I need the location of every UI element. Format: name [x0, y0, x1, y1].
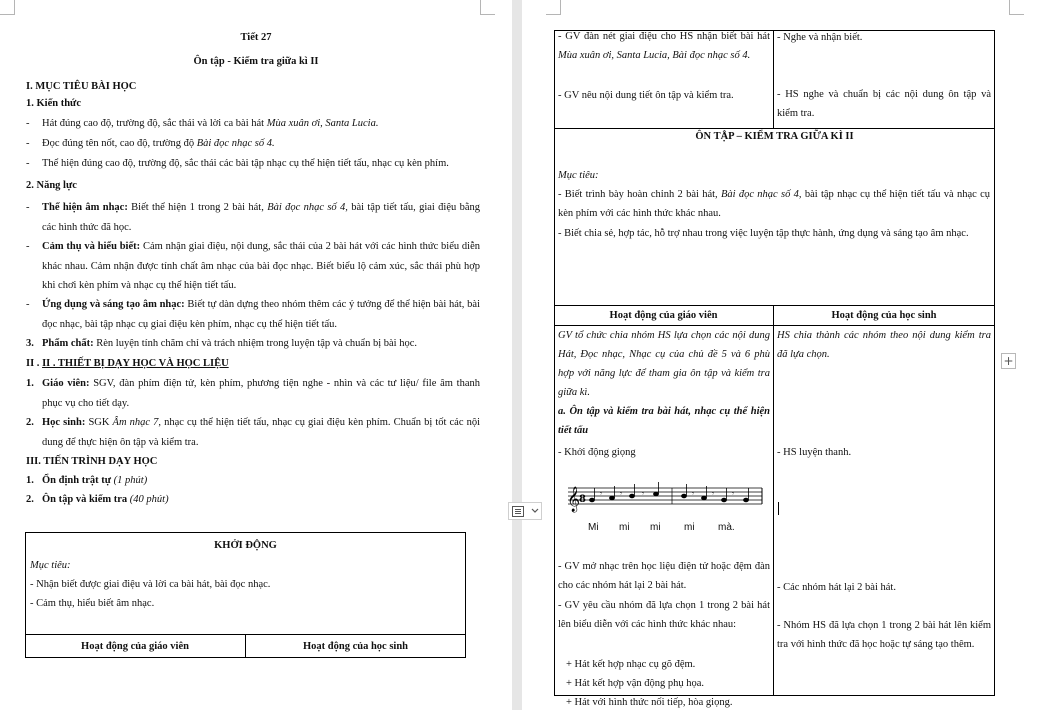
heading-equipment: II . II . THIẾT BỊ DẠY HỌC VÀ HỌC LIỆU [26, 358, 229, 369]
teacher-activity-4: - GV mở nhạc trên học liệu điện tử hoặc đệm đàn cho các nhóm hát lại 2 bài hát. [558, 561, 770, 591]
bullet-dash: - [26, 138, 30, 149]
teacher-activity-3: GV tổ chức chia nhóm HS lựa chọn các nội dung Hát, Đọc nhạc, Nhạc cụ của chủ đề 5 và 6 phù hợp với năng lực để tham gia ôn tập và kiểm tra giữa kì. [558, 330, 770, 398]
svg-text:𝄾: 𝄾 [692, 490, 694, 498]
bullet-dash: - [26, 202, 30, 213]
bullet-dash: - [26, 158, 30, 169]
knowledge-item-3: Thể hiện đúng cao độ, trường độ, sắc thái các bài tập nhạc cụ thể hiện tiết tấu, nhạc cụ kèn phím. [42, 158, 449, 169]
crop-mark [1009, 0, 1024, 15]
text-cursor [778, 502, 779, 515]
review-goal-1: - Biết trình bày hoàn chỉnh 2 bài hát, Bài đọc nhạc số 4, bài tập nhạc cụ thể hiện tiết tấu và nhạc cụ kèn phím với các hình thức khác nhau. [558, 189, 990, 219]
teacher-activity-1: - GV đàn nét giai điệu cho HS nhận biết bài hát Mùa xuân ơi, Santa Lucia, Bài đọc nhạc số 4. [558, 31, 770, 61]
student-activity-warmup: - HS luyện thanh. [777, 447, 852, 458]
student-activity-4: - Các nhóm hát lại 2 bài hát. [777, 582, 896, 593]
teacher-activity-2: - GV nêu nội dung tiết ôn tập và kiểm tra. [558, 90, 734, 101]
document-page-right [522, 0, 1037, 710]
process-number: 1. [26, 475, 34, 486]
heading-process: III. TIẾN TRÌNH DẠY HỌC [26, 456, 158, 467]
teacher-activity-warmup: - Khởi động giọng [558, 447, 636, 458]
add-column-button[interactable]: + [1001, 353, 1016, 369]
equipment-number: 1. [26, 378, 34, 389]
bullet-dash: - [26, 299, 30, 310]
syllable: Mi [588, 522, 599, 533]
col-header-teacher: Hoạt động của giáo viên [609, 310, 718, 321]
teacher-activity-option-2: + Hát kết hợp vận động phụ họa. [566, 678, 705, 689]
review-title: ÔN TẬP – KIỂM TRA GIỮA KÌ II [695, 131, 854, 142]
svg-text:𝄾: 𝄾 [620, 490, 622, 498]
teacher-activity-option-1: + Hát kết hợp nhạc cụ gõ đệm. [566, 659, 696, 670]
layout-options-icon [512, 506, 524, 517]
lesson-title: Ôn tập - Kiểm tra giữa kì II [193, 56, 319, 67]
warmup-title: KHỞI ĐỘNG [214, 540, 277, 551]
subheading-review-a: a. Ôn tập và kiểm tra bài hát, nhạc cụ thể hiện tiết tấu [558, 406, 770, 436]
col-header-student: Hoạt động của học sinh [831, 310, 937, 321]
quality-item: Phẩm chất: Rèn luyện tính chăm chỉ và trách nhiệm trong luyện tập và chuẩn bị bài học. [42, 338, 417, 349]
svg-text:𝄞: 𝄞 [567, 487, 581, 512]
equipment-student: Học sinh: SGK Âm nhạc 7, nhạc cụ thể hiện tiết tấu, nhạc cụ giai điệu kèn phím. Chuẩn bị tốt các nội dung để thực hiện ôn tập và kiểm tra. [42, 417, 480, 448]
svg-text:𝄾: 𝄾 [732, 490, 734, 498]
bullet-dash: - [26, 241, 30, 252]
vocal-warmup-staff [562, 478, 768, 518]
quality-number: 3. [26, 338, 34, 349]
heading-objectives: I. MỤC TIÊU BÀI HỌC [26, 81, 137, 92]
competence-item-3: Ứng dụng và sáng tạo âm nhạc: Biết tự dàn dựng theo nhóm thêm các ý tưởng để thể hiện bài hát, bài đọc nhạc, bài tập nhạc cụ giai điệu kèn phím, nhạc cụ thể hiện tiết tấu. [42, 299, 480, 330]
warmup-goal-label: Mục tiêu: [30, 560, 71, 571]
knowledge-item-2: Đọc đúng tên nốt, cao độ, trường độ Bài đọc nhạc số 4. [42, 138, 275, 149]
svg-text:𝄾: 𝄾 [642, 490, 644, 498]
svg-text:8: 8 [579, 494, 586, 505]
syllable: mi [619, 522, 630, 533]
crop-mark [546, 0, 561, 15]
student-activity-2: - HS nghe và chuẩn bị các nội dung ôn tập và kiểm tra. [777, 89, 991, 119]
layout-options-button[interactable] [508, 502, 542, 520]
equipment-number: 2. [26, 417, 34, 428]
crop-mark [480, 0, 495, 15]
warmup-goal-2: - Cảm thụ, hiểu biết âm nhạc. [30, 598, 155, 609]
competence-item-2: Cảm thụ và hiểu biết: Cảm nhận giai điệu, nội dung, sắc thái của 2 bài hát với các hình thức biểu diễn khác nhau. Cảm nhận được tính chất âm nhạc của bài đọc nhạc. Biết biểu lộ cảm xúc, sắc thái phù hợp khi chơi kèn phím và nhạc cụ thể hiện tiết tấu. [42, 241, 480, 291]
heading-knowledge: 1. Kiến thức [26, 98, 82, 109]
document-page-left [0, 0, 512, 710]
warmup-goal-1: - Nhận biết được giai điệu và lời ca bài hát, bài đọc nhạc. [30, 579, 271, 590]
svg-text:𝄾: 𝄾 [712, 490, 714, 498]
crop-mark [0, 0, 15, 15]
heading-competence: 2. Năng lực [26, 180, 77, 191]
knowledge-item-1: Hát đúng cao độ, trường độ, sắc thái và lời ca bài hát Mùa xuân ơi, Santa Lucia. [42, 118, 379, 129]
process-number: 2. [26, 494, 34, 505]
col-header-teacher: Hoạt động của giáo viên [81, 641, 189, 652]
student-activity-1: - Nghe và nhận biết. [777, 32, 863, 43]
svg-text:𝄾: 𝄾 [600, 490, 602, 498]
table-divider [773, 30, 774, 129]
teacher-activity-5: - GV yêu cầu nhóm đã lựa chọn 1 trong 2 bài hát lên biểu diễn với các hình thức khác nhau: [558, 600, 770, 630]
syllable: mà. [718, 522, 735, 533]
review-goal-2: - Biết chia sẻ, hợp tác, hỗ trợ nhau trong việc luyện tập thực hành, ứng dụng và sáng tạo âm nhạc. [558, 228, 969, 239]
process-step-2: Ôn tập và kiểm tra (40 phút) [42, 494, 169, 505]
teacher-activity-option-3: + Hát với hình thức nối tiếp, hòa giọng. [566, 697, 733, 708]
review-goal-label: Mục tiêu: [558, 170, 599, 181]
student-activity-5: - Nhóm HS đã lựa chọn 1 trong 2 bài hát lên kiểm tra với hình thức đã học hoặc tự sáng tạo thêm. [777, 620, 991, 650]
col-header-student: Hoạt động của học sinh [302, 641, 409, 652]
chevron-down-icon [531, 508, 539, 514]
student-activity-3: HS chia thành các nhóm theo nội dung kiểm tra đã lựa chọn. [777, 330, 991, 360]
lesson-number: Tiết 27 [240, 32, 272, 43]
process-step-1: Ổn định trật tự (1 phút) [42, 475, 148, 486]
syllable: mi [684, 522, 695, 533]
table-divider [773, 305, 774, 696]
bullet-dash: - [26, 118, 30, 129]
syllable: mi [650, 522, 661, 533]
competence-item-1: Thể hiện âm nhạc: Biết thể hiện 1 trong 2 bài hát, Bài đọc nhạc số 4, bài tập tiết tấu, giai điệu bằng các hình thức đã học. [42, 202, 480, 233]
equipment-teacher: Giáo viên: SGV, đàn phím điện tử, kèn phím, phương tiện nghe - nhìn và các tư liệu/ file âm thanh phục vụ cho tiết dạy. [42, 378, 480, 409]
